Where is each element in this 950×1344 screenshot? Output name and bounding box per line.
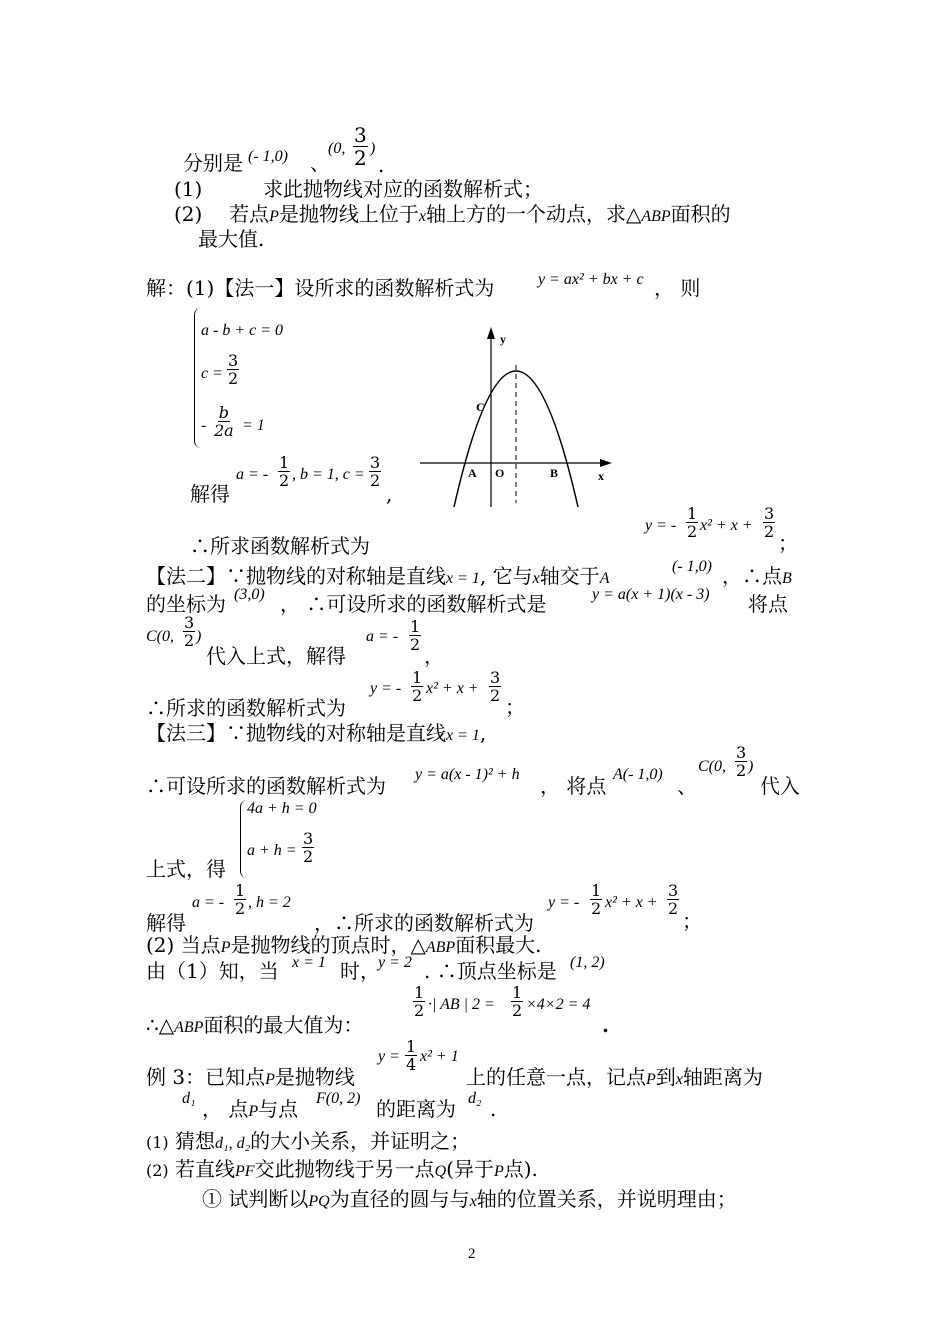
- method-3-result-frac-2: $\frac{3}{2}$: [668, 881, 679, 918]
- vertex-x: x = 1: [292, 954, 326, 971]
- part-2-line-1: (2) 当点P是抛物线的顶点时，△ABP面积最大.: [146, 933, 542, 957]
- d1-symbol: d₁: [182, 1090, 196, 1107]
- vertex-coord: (1, 2): [570, 954, 605, 971]
- y-axis-arrow-icon: [487, 327, 495, 339]
- example-3-line-1: 例 3：已知点P是抛物线: [146, 1065, 355, 1089]
- method-3-point-c: C(0,: [698, 758, 726, 775]
- system-1-row-2-frac: $\frac{3}{2}$: [228, 351, 239, 388]
- separator: 、: [310, 151, 330, 175]
- method-3-point-a: A(- 1,0): [613, 766, 663, 783]
- intro-text: 分别是: [183, 151, 243, 175]
- example-3-question-1: (1) 猜想d₁, d₂的大小关系，并证明之；: [146, 1129, 471, 1153]
- point-f: F(0, 2): [316, 1090, 361, 1107]
- system-1-row-3-frac: $\frac{b}{2a}$: [214, 403, 234, 440]
- general-form-formula: y = ax² + bx + c: [538, 271, 644, 288]
- example-3-line-2: ， 点P与点: [202, 1097, 299, 1121]
- area-frac-2: $\frac{1}{2}$: [512, 983, 523, 1020]
- document-page: 分别是 (- 1,0) 、 (0, $\frac{3}{2}$ ) . (1) 求此抛物线对应的函数解析式； (2) 若点P是抛物线上位于x轴上方的一个动点，求△ABP面积的 最大值. 解：(1)【法一】设所求的函数解析式为 y = ax² + bx + c ， 则 a - b + c = 0 c = $\frac{3}{2}$ - $\frac{b}{2a}$ = 1 解得 a = - $\frac{1}{2}$ , b = 1, c = $\frac{3}{2}$ , y x C A O B ∴所求函数解析式为 y = - $\frac{1}{2}$ x² + x + $\frac{3}{2}$ ； 【法二】∵抛物线的对称轴是直线x = 1, 它与x轴交于A (- 1,0) ，∴点B 的坐标为 (3,0) ， ∴可设所求的函数解析式是 y = a(x + 1)(x - 3) 将点 C(0, $\frac{3}{2}$ ) 代入上式，解得 a = - $\frac{1}{2}$ ， ∴所求的函数解析式为 y = - $\frac{1}{2}$ x² + x + $\frac{3}{2}$ ； 【法三】∵抛物线的对称轴是直线x = 1, ∴可设所求的函数解析式为 y = a(x - 1)² + h ， 将点 A(- 1,0) 、 C(0, $\frac{3}{2}$ ) 代入 上式，得 4a + h = 0 a + h = $\frac{3}{2}$ 解得 a = - $\frac{1}{2}$ , h = 2 ，∴所求的函数解析式为 y = - $\frac{1}{2}$ x² + x + $\frac{3}{2}$ ； (2) 当点P是抛物线的顶点时，△ABP面积最大. 由（1）知，当 x = 1 时， y = 2 . ∴顶点坐标是 (1, 2) ∴△ABP面积的最大值为： $\frac{1}{2}$ ·| AB | 2 = $\frac{1}{2}$ ×4×2 = 4 . 例 3：已知点P是抛物线 y = $\frac{1}{4}$ x² + 1 上的任意一点，记点P到x轴距离为 d₁ ， 点P与点 F(0, 2) 的距离为 d₂ . (1) 猜想d₁, d₂的大小关系，并证明之； (2) 若直线PF交此抛物线于另一点Q(异于P点). ① 试判断以PQ为直径的圆与与x轴的位置关系，并说明理由； 2: [146, 123, 800, 1262]
- solved-label: 解得: [190, 482, 230, 506]
- method-3-line-3: 上式，得: [146, 857, 226, 881]
- point-c-frac: $\frac{3}{2}$: [354, 123, 367, 170]
- result-1-lhs: y = -: [645, 517, 677, 534]
- solved-c-frac: $\frac{3}{2}$: [370, 453, 381, 490]
- b-label: B: [550, 466, 559, 480]
- x-axis-arrow-icon: [600, 459, 612, 467]
- method-2-a-value: a = -: [366, 628, 399, 645]
- point-c-coord-close: ): [370, 140, 376, 157]
- method-3-solved-label: 解得: [146, 911, 186, 935]
- intro-line: [183, 150, 243, 176]
- solved-b: , b = 1, c =: [292, 466, 365, 483]
- part-2-line-2: 由（1）知，当: [146, 959, 279, 983]
- example-3-question-2: (2) 若直线PF交此抛物线于另一点Q(异于P点).: [146, 1157, 538, 1181]
- point-c: C(0,: [146, 628, 174, 645]
- method-3-result-lhs: y = -: [548, 894, 580, 911]
- method-3-result-frac: $\frac{1}{2}$: [591, 881, 602, 918]
- vertex-form-formula: y = a(x - 1)² + h: [415, 766, 520, 783]
- result-1-frac: $\frac{1}{2}$: [687, 504, 698, 541]
- method-3-line-2: ∴可设所求的函数解析式为: [146, 774, 386, 798]
- method-2-a-frac: $\frac{1}{2}$: [410, 617, 421, 654]
- result-1-mid: x² + x +: [700, 517, 753, 534]
- question-2-cont: 最大值.: [198, 227, 265, 251]
- parabola-graph: [420, 325, 620, 510]
- area-expression: ·| AB | 2 =: [428, 996, 495, 1013]
- system-1-row-3-rhs: = 1: [242, 417, 265, 434]
- point-c-frac-2: $\frac{3}{2}$: [184, 613, 195, 650]
- system-2-brace: [240, 800, 247, 878]
- method-3-solved-frac: $\frac{1}{2}$: [235, 881, 246, 918]
- part-2-line-3: ∴△ABP面积的最大值为：: [146, 1013, 364, 1037]
- method-2-result-lhs: y = -: [370, 680, 402, 697]
- system-2-row-2-frac: $\frac{3}{2}$: [303, 829, 314, 866]
- page-number: 2: [468, 1246, 476, 1262]
- a-label: A: [468, 466, 477, 480]
- solved-a-frac: $\frac{1}{2}$: [279, 453, 290, 490]
- result-1-label: ∴所求函数解析式为: [190, 534, 370, 558]
- method-2-result-frac: $\frac{1}{2}$: [412, 668, 423, 705]
- area-result: ×4×2 = 4: [526, 996, 591, 1013]
- system-2-row-1: 4a + h = 0: [247, 800, 317, 817]
- solved-a: a = -: [236, 466, 269, 483]
- point-b: (3,0): [234, 586, 265, 603]
- d2-symbol: d₂: [468, 1090, 482, 1107]
- example-3-formula-rhs: x² + 1: [420, 1048, 459, 1065]
- vertex-y: y = 2: [378, 954, 412, 971]
- question-1: (1) 求此抛物线对应的函数解析式；: [174, 177, 544, 201]
- system-1-row-1: a - b + c = 0: [201, 322, 284, 339]
- system-1-row-3-minus: -: [201, 417, 207, 434]
- y-label: y: [500, 332, 506, 346]
- method-2-line-2: 的坐标为: [146, 592, 226, 616]
- o-label: O: [495, 466, 505, 480]
- point-c-coord-open: (0,: [328, 140, 346, 157]
- intercept-form-formula: y = a(x + 1)(x - 3): [592, 586, 710, 603]
- system-1-brace: [194, 308, 201, 448]
- c-label: C: [476, 400, 485, 414]
- method-3-point-c-frac: $\frac{3}{2}$: [736, 743, 747, 780]
- method-2-line-1: 【法二】∵抛物线的对称轴是直线x = 1, 它与x轴交于A: [146, 564, 610, 588]
- question-2: (2) 若点P是抛物线上位于x轴上方的一个动点，求△ABP面积的: [174, 202, 731, 226]
- x-label: x: [598, 469, 604, 483]
- system-1-row-2: c =: [201, 365, 223, 382]
- method-3-line-1: 【法三】∵抛物线的对称轴是直线x = 1,: [146, 721, 487, 745]
- intro-period: .: [378, 153, 385, 177]
- area-frac: $\frac{1}{2}$: [414, 983, 425, 1020]
- point-a-coord: (- 1,0): [248, 148, 288, 165]
- method-2-result-frac-2: $\frac{3}{2}$: [490, 668, 501, 705]
- example-3-subquestion-1: ① 试判断以PQ为直径的圆与与x轴的位置关系，并说明理由；: [202, 1187, 737, 1211]
- point-a: (- 1,0): [672, 558, 712, 575]
- system-2-row-2: a + h =: [247, 842, 297, 859]
- result-1-frac-2: $\frac{3}{2}$: [764, 504, 775, 541]
- example-3-formula-lhs: y =: [378, 1048, 400, 1065]
- example-3-formula-frac: $\frac{1}{4}$: [406, 1037, 417, 1074]
- method-2-result-label: ∴所求的函数解析式为: [146, 696, 346, 720]
- solution-heading: 解：(1)【法一】设所求的函数解析式为: [146, 276, 495, 300]
